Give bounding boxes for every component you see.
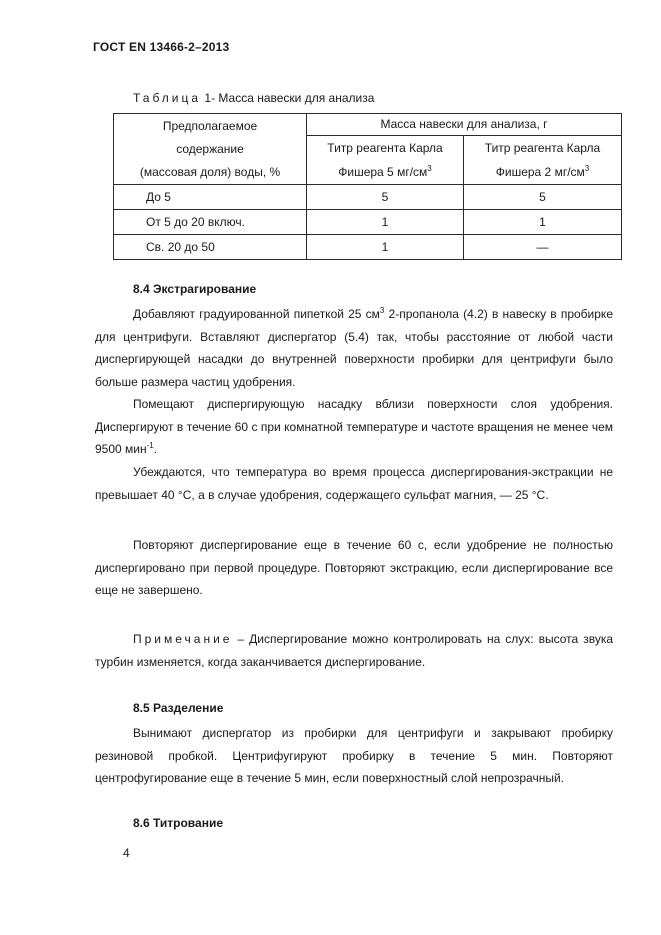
table-caption-text: 1- Масса навески для анализа	[201, 91, 375, 105]
section-8-5-paragraph: Вынимают диспергатор из пробирки для центрифуги и закрывают пробирку резиновой пробкой. Центрифугируют пробирку в течение 5 мин. Повторяют центрофугирование еще в течение 5 мин, если поверхностный слой непрозрачный.	[95, 726, 613, 785]
sample-mass-group-header: Масса навески для анализа, г	[307, 114, 622, 136]
water-content-header: Предполагаемое содержание (массовая доля) воды, %	[114, 114, 307, 185]
titer-5-header: Титр реагента Карла Фишера 5 $мг/см^3$	[307, 136, 464, 185]
page-number: 4	[123, 846, 130, 860]
sample-mass-table	[113, 113, 622, 260]
section-8-4-paragraph-3: Убеждаются, что температура во время процесса диспергирования-экстракции не превышает 40 °С, а в случае удобрения, содержащего сульфат магния, — 25 °С.	[95, 465, 613, 502]
row-label: До 5	[114, 185, 307, 210]
table-row	[114, 235, 622, 260]
document-header: ГОСТ EN 13466-2–2013	[93, 40, 230, 54]
note-label: Примечание	[133, 632, 233, 646]
section-8-4-paragraph-2: Помещают диспергирующую насадку вблизи поверхности слоя удобрения. Диспергируют в течение 60 с при комнатной температуре и частоте вращения не менее чем 9500 мин$^{-1}$.	[95, 397, 613, 456]
row-label: Св. 20 до 50	[114, 235, 307, 260]
section-8-4-paragraph-4: Повторяют диспергирование еще в течение 60 с, если удобрение не полностью диспергировано при первой процедуре. Повторяют экстракцию, если диспергирование все еще не завершено.	[95, 538, 613, 597]
cell-value: —	[464, 235, 622, 260]
section-8-4-title: 8.4 Экстрагирование	[133, 282, 257, 296]
row-label: От 5 до 20 включ.	[114, 210, 307, 235]
titer-2-header: Титр реагента Карла Фишера 2 $мг/см^3$	[464, 136, 622, 185]
cell-value: 1	[307, 210, 464, 235]
section-8-6-title: 8.6 Титрование	[133, 816, 223, 830]
cell-value: 1	[307, 235, 464, 260]
note-text: – Диспергирование можно контролировать на слух: высота звука турбин изменяется, когда заканчивается диспергирование.	[95, 632, 613, 669]
cell-value: 1	[464, 210, 622, 235]
table-row	[114, 185, 622, 210]
table-caption-label: Таблица	[133, 91, 202, 105]
cell-value: 5	[307, 185, 464, 210]
table-row	[114, 210, 622, 235]
section-8-5-title: 8.5 Разделение	[133, 701, 224, 715]
table-caption	[133, 91, 374, 105]
cell-value: 5	[464, 185, 622, 210]
note	[95, 628, 613, 673]
section-8-4-paragraph-1: Добавляют градуированной пипеткой 25 $см^3$ 2-пропанола (4.2) в навеску в пробирке для центрифуги. Вставляют диспергатор (5.4) так, чтобы расстояние от любой части диспергирующей насадки до внутренней поверхности пробирки для центрифуги было больше размера частиц удобрения.	[95, 306, 613, 389]
